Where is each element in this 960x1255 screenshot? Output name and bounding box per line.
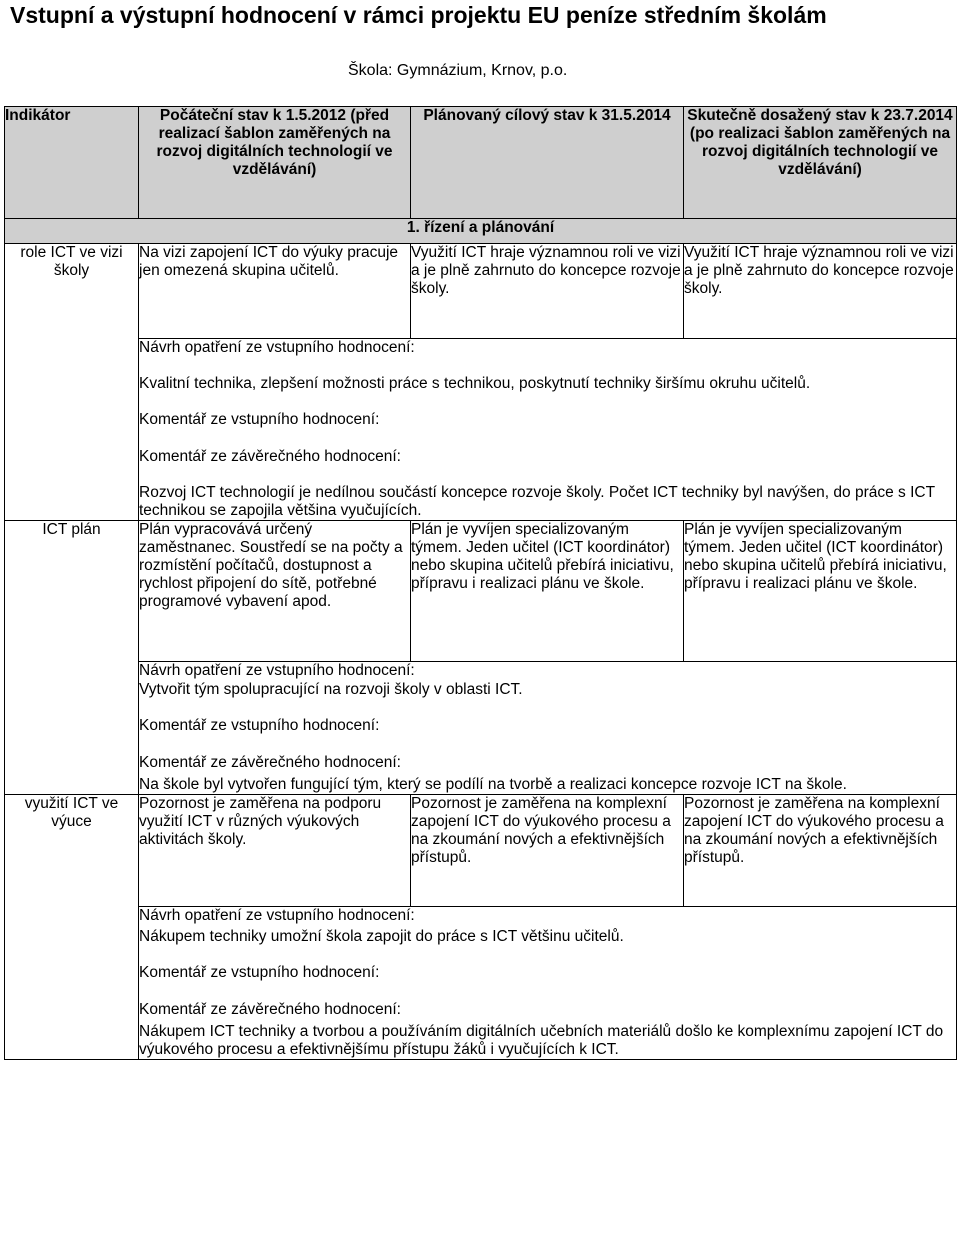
- document-title: Vstupní a výstupní hodnocení v rámci projektu EU peníze středním školám: [10, 2, 827, 28]
- notes-row: [5, 907, 957, 1060]
- proposal-text: Vytvořit tým spolupracující na rozvoji školy v oblasti ICT.: [139, 681, 523, 698]
- notes-row: [5, 662, 957, 795]
- header-row: [5, 107, 957, 219]
- final-comment-label: Komentář ze závěrečného hodnocení:: [139, 448, 401, 465]
- indicator-cell: využití ICT ve výuce: [5, 795, 139, 1060]
- evaluation-table: [4, 106, 957, 1060]
- achieved-state-cell: Pozornost je zaměřena na komplexní zapojení ICT do výukového procesu a na zkoumání nových a efektivnějších přístupů.: [684, 795, 957, 907]
- planned-state-cell: Využití ICT hraje významnou roli ve vizi a je plně zahrnuto do koncepce rozvoje školy.: [411, 244, 684, 339]
- final-comment-text: Na škole byl vytvořen fungující tým, který se podílí na tvorbě a realizaci koncepce rozvoje ICT na škole.: [139, 776, 847, 793]
- entry-comment-label: Komentář ze vstupního hodnocení:: [139, 964, 380, 981]
- header-indicator: Indikátor: [5, 107, 139, 219]
- header-initial-state: Počáteční stav k 1.5.2012 (před realizací šablon zaměřených na rozvoj digitálních technologií ve vzdělávání): [139, 107, 411, 219]
- planned-state-cell: Plán je vyvíjen specializovaným týmem. Jeden učitel (ICT koordinátor) nebo skupina učitelů přebírá iniciativu, přípravu i realizaci plánu ve škole.: [411, 521, 684, 662]
- initial-state-cell: Pozornost je zaměřena na podporu využití ICT v různých výukových aktivitách školy.: [139, 795, 411, 907]
- final-comment-label: Komentář ze závěrečného hodnocení:: [139, 754, 401, 771]
- section-row: [5, 219, 957, 244]
- planned-state-cell: Pozornost je zaměřena na komplexní zapojení ICT do výukového procesu a na zkoumání nových a efektivnějších přístupů.: [411, 795, 684, 907]
- achieved-state-cell: Využití ICT hraje významnou roli ve vizi a je plně zahrnuto do koncepce rozvoje školy.: [684, 244, 957, 339]
- final-comment-text: Nákupem ICT techniky a tvorbou a používáním digitálních učebních materiálů došlo ke komplexnímu zapojení ICT do výukového procesu a efektivnějšímu přístupu žáků i vyučujících k ICT.: [139, 1023, 944, 1058]
- final-comment-text: Rozvoj ICT technologií je nedílnou součástí koncepce rozvoje školy. Počet ICT techniky byl navýšen, do práce s ICT technikou se zapojila většina vyučujících.: [139, 484, 935, 519]
- header-achieved-state: Skutečně dosažený stav k 23.7.2014 (po realizaci šablon zaměřených na rozvoj digitálních technologií ve vzdělávání): [684, 107, 957, 219]
- entry-comment-label: Komentář ze vstupního hodnocení:: [139, 717, 380, 734]
- table-row: [5, 244, 957, 339]
- notes-cell: [139, 339, 957, 521]
- notes-cell: [139, 662, 957, 795]
- proposal-text: Nákupem techniky umožní škola zapojit do práce s ICT většinu učitelů.: [139, 928, 624, 945]
- indicator-cell: ICT plán: [5, 521, 139, 795]
- entry-comment-label: Komentář ze vstupního hodnocení:: [139, 411, 380, 428]
- notes-cell: [139, 907, 957, 1060]
- final-comment-label: Komentář ze závěrečného hodnocení:: [139, 1001, 401, 1018]
- initial-state-cell: Na vizi zapojení ICT do výuky pracuje jen omezená skupina učitelů.: [139, 244, 411, 339]
- proposal-label: Návrh opatření ze vstupního hodnocení:: [139, 339, 415, 356]
- proposal-text: Kvalitní technika, zlepšení možnosti práce s technikou, poskytnutí techniky širšímu okruhu učitelů.: [139, 375, 811, 392]
- proposal-label: Návrh opatření ze vstupního hodnocení:: [139, 662, 415, 679]
- initial-state-cell: Plán vypracovává určený zaměstnanec. Soustředí se na počty a rozmístění počítačů, dostupnost a rychlost připojení do sítě, potřebné programové vybavení apod.: [139, 521, 411, 662]
- header-planned-state: Plánovaný cílový stav k 31.5.2014: [411, 107, 684, 219]
- school-name: Škola: Gymnázium, Krnov, p.o.: [348, 62, 568, 79]
- section-title: 1. řízení a plánování: [5, 219, 957, 244]
- proposal-label: Návrh opatření ze vstupního hodnocení:: [139, 907, 415, 924]
- table-row: [5, 521, 957, 662]
- notes-row: [5, 339, 957, 521]
- indicator-cell: role ICT ve vizi školy: [5, 244, 139, 521]
- table-row: [5, 795, 957, 907]
- achieved-state-cell: Plán je vyvíjen specializovaným týmem. Jeden učitel (ICT koordinátor) nebo skupina učitelů přebírá iniciativu, přípravu i realizaci plánu ve škole.: [684, 521, 957, 662]
